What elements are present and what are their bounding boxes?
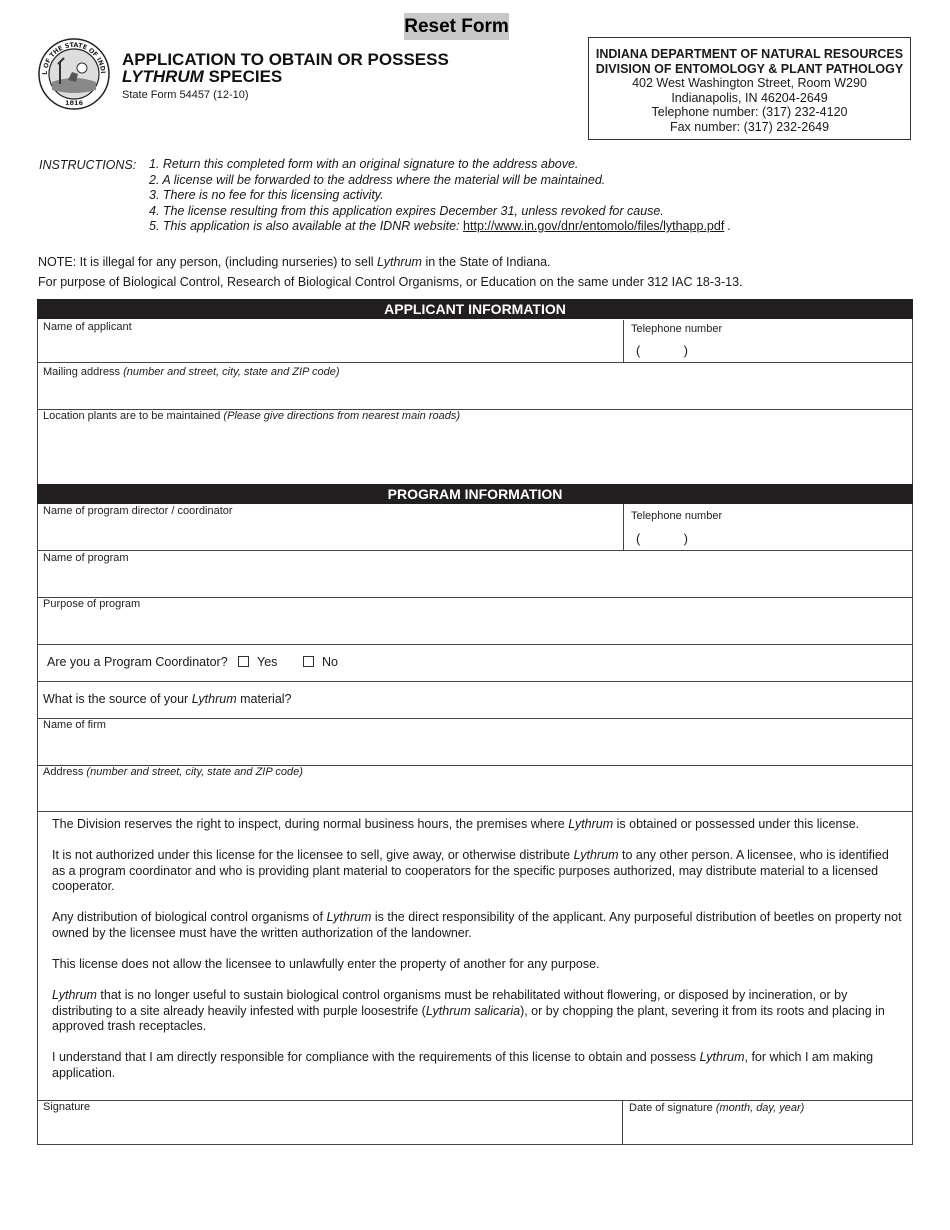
program-name-label: Name of program bbox=[43, 552, 129, 564]
seal-top-text: L OF THE STATE OF INDI bbox=[41, 41, 107, 75]
material-source-question bbox=[43, 692, 292, 706]
terms-paragraph-2 bbox=[52, 848, 902, 895]
mailing-label-text: Mailing address bbox=[43, 366, 124, 378]
idnr-website-link[interactable]: http://www.in.gov/dnr/entomolo/files/lythapp.pdf bbox=[463, 219, 725, 233]
terms-paragraph-3 bbox=[52, 910, 902, 941]
firm-address-field[interactable] bbox=[38, 766, 912, 811]
coordinator-yes-checkbox[interactable] bbox=[238, 656, 249, 667]
instruction-item-1: 1. Return this completed form with an original signature to the address above. bbox=[149, 157, 579, 171]
signature-date-field[interactable] bbox=[623, 1101, 912, 1144]
program-phone-parens: ( ) bbox=[636, 531, 688, 546]
agency-fax: Fax number: (317) 232-2649 bbox=[669, 119, 830, 134]
form-right-border bbox=[912, 300, 913, 1145]
seal-icon bbox=[38, 38, 110, 110]
firm-address-label-text: Address bbox=[43, 766, 87, 778]
program-director-field[interactable] bbox=[38, 504, 623, 550]
terms-paragraph-6 bbox=[52, 1050, 902, 1081]
terms-paragraph-1 bbox=[52, 817, 902, 833]
coordinator-question: Are you a Program Coordinator? bbox=[47, 655, 228, 669]
divider bbox=[37, 811, 913, 812]
purpose-statement: For purpose of Biological Control, Research of Biological Control Organisms, or Education on the same under 312 IAC 18-3-13. bbox=[38, 275, 743, 289]
instruction-item-5-end: . bbox=[724, 219, 732, 233]
coordinator-yes-label: Yes bbox=[257, 655, 278, 669]
note-text-italic: Lythrum bbox=[377, 255, 422, 269]
agency-address-box bbox=[588, 37, 911, 140]
terms-p6-text: I understand that I am directly responsible for compliance with the requirements of this license to obtain and possess bbox=[52, 1050, 700, 1064]
firm-address-label-hint: (number and street, city, state and ZIP code) bbox=[86, 766, 303, 778]
applicant-phone-field[interactable] bbox=[624, 320, 912, 362]
title-species-suffix: SPECIES bbox=[203, 67, 283, 86]
illegal-sale-note bbox=[38, 255, 551, 269]
source-question-post: material? bbox=[236, 692, 292, 706]
signature-label: Signature bbox=[43, 1101, 91, 1113]
city-state-zip: Indianapolis, IN 46204-2649 bbox=[671, 90, 828, 105]
applicant-name-field[interactable] bbox=[38, 320, 623, 362]
mailing-address-field[interactable] bbox=[38, 363, 912, 409]
terms-p3-text: Any distribution of biological control organisms of bbox=[52, 910, 327, 924]
seal-year: 1816 bbox=[64, 99, 84, 107]
street-address: 402 West Washington Street, Room W290 bbox=[632, 76, 867, 90]
plant-location-label bbox=[43, 410, 460, 422]
form-title-line1: APPLICATION TO OBTAIN OR POSSESS bbox=[122, 50, 449, 69]
date-label-text: Date of signature bbox=[629, 1102, 716, 1114]
terms-p3-end: is the direct responsibility of the applicant. Any purposeful distribution of beetles on property not owned by the licensee must have the written authorization of the landowner. bbox=[52, 910, 902, 940]
terms-p6-italic: Lythrum bbox=[699, 1050, 745, 1064]
instruction-item-4: 4. The license resulting from this application expires December 31, unless revoked for cause. bbox=[149, 204, 664, 218]
title-species-italic: LYTHRUM bbox=[122, 67, 204, 86]
plant-location-field[interactable] bbox=[38, 410, 912, 484]
indiana-state-seal bbox=[38, 38, 110, 110]
source-question-pre: What is the source of your bbox=[43, 692, 192, 706]
firm-name-field[interactable] bbox=[38, 719, 912, 765]
program-name-field[interactable] bbox=[38, 551, 912, 597]
division-name: DIVISION OF ENTOMOLOGY & PLANT PATHOLOGY bbox=[595, 61, 904, 76]
terms-p2-italic: Lythrum bbox=[573, 848, 619, 862]
terms-p2-end: to any other person. A licensee, who is identified as a program coordinator and who is providing plant material to cooperators for the specific purposes authorized, may distribute material to a licensed cooperator. bbox=[52, 848, 889, 893]
coordinator-no-checkbox[interactable] bbox=[303, 656, 314, 667]
reset-form-button[interactable]: Reset Form bbox=[404, 13, 509, 40]
mailing-label-hint: (number and street, city, state and ZIP code) bbox=[123, 366, 340, 378]
program-purpose-label: Purpose of program bbox=[43, 598, 141, 610]
instruction-item-5 bbox=[149, 219, 731, 234]
source-question-italic: Lythrum bbox=[191, 692, 237, 706]
agency-name: INDIANA DEPARTMENT OF NATURAL RESOURCES bbox=[595, 47, 904, 61]
instruction-item-2: 2. A license will be forwarded to the address where the material will be maintained. bbox=[149, 173, 606, 187]
signature-field[interactable] bbox=[38, 1101, 622, 1144]
coordinator-no-label: No bbox=[322, 655, 338, 669]
terms-p1-text: The Division reserves the right to inspect, during normal business hours, the premises where bbox=[52, 817, 569, 831]
divider bbox=[37, 681, 913, 682]
form-title-line2 bbox=[122, 68, 282, 86]
terms-p2-text: It is not authorized under this license for the licensee to sell, give away, or otherwise distribute bbox=[52, 848, 574, 862]
terms-p1-end: is obtained or possessed under this license. bbox=[613, 817, 860, 831]
applicant-section-header: APPLICANT INFORMATION bbox=[37, 299, 913, 319]
divider bbox=[37, 644, 913, 645]
terms-p3-italic: Lythrum bbox=[326, 910, 372, 924]
form-bottom-border bbox=[37, 1144, 913, 1145]
program-phone-field[interactable] bbox=[624, 504, 912, 550]
instruction-item-5-text: 5. This application is also available at the IDNR website: bbox=[149, 219, 464, 233]
terms-p5-text: that is no longer useful to sustain biological control organisms must be rehabilitated without flowering, or disposed by incineration, or by distributing to a site already heavily infested with purple loosestrife ( bbox=[52, 988, 848, 1018]
agency-telephone: Telephone number: (317) 232-4120 bbox=[651, 105, 848, 119]
terms-paragraph-5 bbox=[52, 988, 902, 1035]
terms-p5-end: ), or by chopping the plant, severing it from its roots and placing in approved trash receptacles. bbox=[52, 1003, 885, 1033]
program-purpose-field[interactable] bbox=[38, 598, 912, 644]
mailing-address-label bbox=[43, 366, 340, 378]
program-phone-label: Telephone number bbox=[631, 510, 723, 522]
program-section-header: PROGRAM INFORMATION bbox=[37, 484, 913, 504]
firm-name-label: Name of firm bbox=[43, 719, 106, 731]
location-label-hint: (Please give directions from nearest main roads) bbox=[223, 410, 461, 422]
location-label-text: Location plants are to be maintained bbox=[43, 410, 224, 422]
terms-p1-italic: Lythrum bbox=[568, 817, 614, 831]
terms-p5-italic-start: Lythrum bbox=[52, 988, 97, 1002]
applicant-name-label: Name of applicant bbox=[43, 321, 132, 333]
note-text-pre: NOTE: It is illegal for any person, (including nurseries) to sell bbox=[38, 255, 378, 269]
applicant-phone-parens: ( ) bbox=[636, 343, 688, 358]
applicant-phone-label: Telephone number bbox=[631, 323, 723, 335]
terms-p6-end: , for which I am making application. bbox=[52, 1050, 874, 1080]
instruction-item-3: 3. There is no fee for this licensing activity. bbox=[149, 188, 384, 202]
note-text-post: in the State of Indiana. bbox=[421, 255, 551, 269]
firm-address-label bbox=[43, 766, 303, 778]
date-label-hint: (month, day, year) bbox=[715, 1102, 805, 1114]
signature-date-label bbox=[629, 1102, 804, 1114]
terms-paragraph-4: This license does not allow the licensee to unlawfully enter the property of another for any purpose. bbox=[52, 957, 600, 971]
terms-p5-italic-species: Lythrum salicaria bbox=[425, 1003, 521, 1018]
state-form-number: State Form 54457 (12-10) bbox=[122, 89, 249, 101]
program-director-label: Name of program director / coordinator bbox=[43, 505, 233, 517]
instructions-label: INSTRUCTIONS: bbox=[39, 158, 137, 172]
